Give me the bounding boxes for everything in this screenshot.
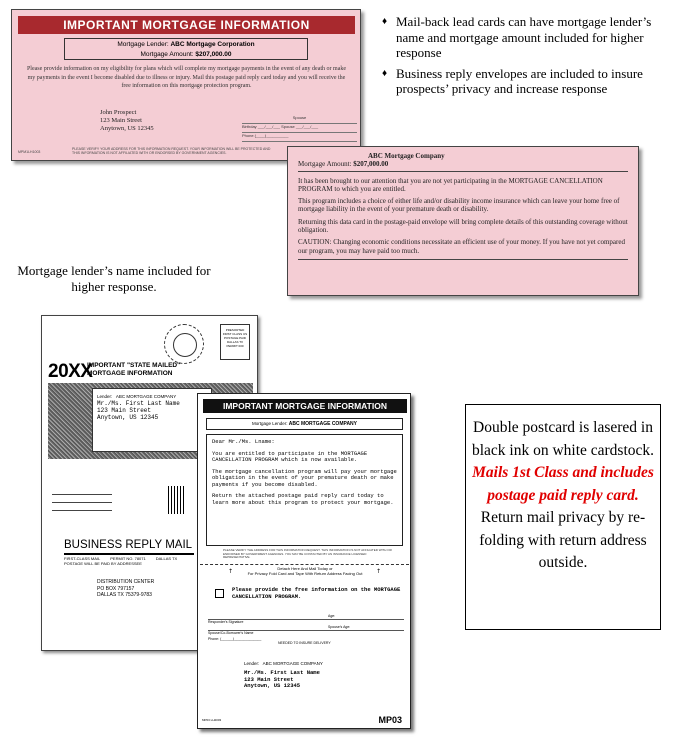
card2-company: ABC Mortgage Company [368,152,445,160]
mp01-address-line: Anytown, US 12345 [100,125,154,132]
mp03-paragraph-3: Return the attached postage paid reply card today to learn more about this program to protect your mortgage. [212,492,394,506]
age-label: Age: [328,614,336,618]
box-line-1: Double postcard is lasered in black ink on white cardstock. [471,419,655,459]
card2-paragraph-3: Returning this data card in the postage-paid envelope will bring complete details of this outstanding coverage without obligation. [298,217,628,235]
mp01-amount-label: Mortgage Amount: [140,51,194,58]
brm-paid: POSTAGE WILL BE PAID BY ADDRESSEE [64,561,142,566]
card2-amount-label: Mortgage Amount: [298,160,352,169]
mp03-double-postcard [197,393,411,729]
mp01-fields [242,115,357,142]
mp01-field-phone: Phone (____)__________ [242,133,357,142]
mp01-title: IMPORTANT MORTGAGE INFORMATION [18,16,355,34]
responder-field[interactable] [208,609,404,624]
mp03-address-line: 123 Main Street [244,675,294,683]
card2-paragraph-2: This program includes a choice of either life and/or disability income insurance which can leave your home free of mortgage liability in the event of your premature death or disability. [298,197,620,214]
window-address-line: 123 Main Street [97,407,152,414]
mp03-lender-label: Mortgage Lender: [251,421,288,426]
up-arrow-icon: ↑ [376,568,382,575]
mp03-response-fields [208,609,404,645]
phone-field[interactable] [208,631,404,645]
spouse-age-label: Spouse's Age: [328,625,351,629]
window-address-line: Anytown, US 12345 [97,414,159,421]
detach-line: For Privacy Fold Card and Tape With Return Address Facing Out [247,571,363,576]
needed-label: NEEDED TO INSURE DELIVERY [278,641,331,645]
mp01-lender-box [64,38,308,60]
brm-city: DALLAS TX [155,556,178,561]
mp01-address-line: John Prospect [100,109,137,116]
postage-stamp: PRESORTED FIRST CLASS US POSTAGE PAID DALLAS TX PERMIT 000 [220,324,250,360]
mp03-address [244,661,323,689]
postcard-description-box [465,404,661,630]
up-arrow-icon: ↑ [228,568,234,575]
state-seal-icon [164,324,204,364]
phone-label: Phone: (______)______________ [208,637,262,641]
envelope-headline-line: IMPORTANT "STATE MAILED" [87,362,181,369]
mp01-address-line: 123 Main Street [100,117,142,124]
envelope-headline [87,362,180,377]
mp03-address-line: Mr./Ms. First Last Name [244,669,320,677]
mp03-addr-lender-label: Lender: [244,661,260,666]
brm-permit: PERMIT NO. 78071 [110,556,146,561]
mp03-lender-box [206,418,403,430]
envelope-year: 20XX [48,361,93,382]
responder-label: Responder's Signature [208,620,244,624]
mp03-paragraph-2: The mortgage cancellation program will pay your mortgage obligation in the event of your premature death or make payments if you become disabled. [212,467,397,488]
card2-amount [298,160,628,171]
mp01-lender-name: ABC Mortgage Corporation [170,41,255,48]
detach-line: Detach Here And Mail Today or [277,566,333,571]
mp03-lender-name: ABC MORTGAGE COMPANY [288,421,358,427]
card2-amount-value: $207,000.00 [353,160,389,169]
distribution-line: DALLAS TX 75379-9783 [97,592,152,598]
card2-rule [298,259,628,260]
distribution-line: DISTRIBUTION CENTER [97,579,155,585]
window-lender-label: Lender: [97,394,113,399]
mp03-address-line: Anytown, US 12345 [244,681,301,689]
bullet-text: Mail-back lead cards can have mortgage lender’s name and mortgage amount included for higher response [396,14,652,60]
info-request-checkbox[interactable] [215,589,224,598]
mp03-salutation: Dear Mr./Ms. Lname: [212,438,275,445]
spouse-field[interactable] [208,620,404,635]
mp03-paragraph-1: You are entitled to participate in the MORTGAGE CANCELLATION PROGRAM which is now available. [212,449,368,463]
bullet-text: Business reply envelopes are included to insure prospects’ privacy and increase response [396,65,643,96]
spouse-label: Spouse/Co-Borrower's Name [208,631,254,635]
brm-details [64,553,194,566]
diamond-bullet-icon: ♦ [382,16,388,27]
bullet-item [382,66,672,97]
info-request-text: Please provide the free information on the MORTGAGE CANCELLATION PROGRAM. [232,586,401,600]
mp01-paragraph: Please provide information on my eligibility for plans which will complete my mortgage payments in the event of any death or make my payments in the event I become disabled due to illness or injury. Mail this postage paid reply card today and you will receive the free information on this mortgage protection program. [26,66,347,89]
mp01-address [100,109,154,133]
box-first-class-note: Mails 1st Class and includes postage paid reply card. [472,464,654,504]
distribution-address [97,579,154,599]
distribution-line: PO BOX 797157 [97,585,135,592]
window-address-line: Mr./Ms. First Last Name [97,400,180,407]
lender-caption: Mortgage lender’s name included for higher response. [17,263,211,294]
mp01-amount-value: $207,000.00 [195,51,232,58]
envelope-headline-line: MORTGAGE INFORMATION [87,369,173,377]
mp03-fine-print: PLEASE VERIFY THE ADDRESS FOR THIS INFORMATION REQUEST. THIS INFORMATION IS NOT AFFILIATED WITH OR ENDORSED BY GOVERNMENT AGENCIES. YOU MAY BE CONTACTED BY AN INSURANCE LICENSED REPRESENTATIVE. [223,548,392,559]
mp01-field-birthday: Birthday ___/___/___ Spouse ___/___/___ [242,124,357,133]
window-lender-name: ABC MORTGAGE COMPANY [115,394,177,399]
bullet-item [382,14,672,61]
mp01-field-spouse: Spouse [242,115,357,124]
mp01-lead-card [11,9,361,161]
brm-lines [52,494,112,518]
mp03-letter [206,434,403,546]
mp03-code: MP03 [378,715,402,725]
mp01-small-code: MPM1LH1003 [18,150,41,154]
card2-paragraph-4: CAUTION: Changing economic conditions necessitate an efficient use of your money. If you have not yet compared our program, you may have paid too much. [298,238,625,255]
detach-instructions [208,566,402,576]
diamond-bullet-icon: ♦ [382,67,388,79]
mortgage-cancellation-card [287,146,639,296]
mp01-lender-label: Mortgage Lender: [117,41,169,48]
feature-bullets [382,14,672,102]
mp03-title: IMPORTANT MORTGAGE INFORMATION [203,399,407,413]
mp03-addr-lender: ABC MORTGAGE COMPANY [262,661,323,666]
address-window [92,388,212,452]
card2-paragraph-1: It has been brought to our attention that you are not yet participating in the MORTGAGE CANCELLATION PROGRAM to which you are entitled. [298,176,603,193]
box-line-2: Return mail privacy by re-folding with return address outside. [479,509,647,571]
mp01-fine-print: PLEASE VERIFY YOUR ADDRESS FOR THIS INFORMATION REQUEST. YOUR INFORMATION WILL BE PROTECTED AND THIS INFORMATION IS NOT AFFILIATED WITH OR ENDORSED BY GOVERNMENT AGENCIES. [72,147,271,155]
facing-barcode [168,486,184,514]
perforation-line [200,564,409,565]
mp03-small-code: MP03 LH2003 [202,718,222,722]
brm-class: FIRST-CLASS MAIL [64,556,101,561]
brm-title: BUSINESS REPLY MAIL [64,539,193,551]
